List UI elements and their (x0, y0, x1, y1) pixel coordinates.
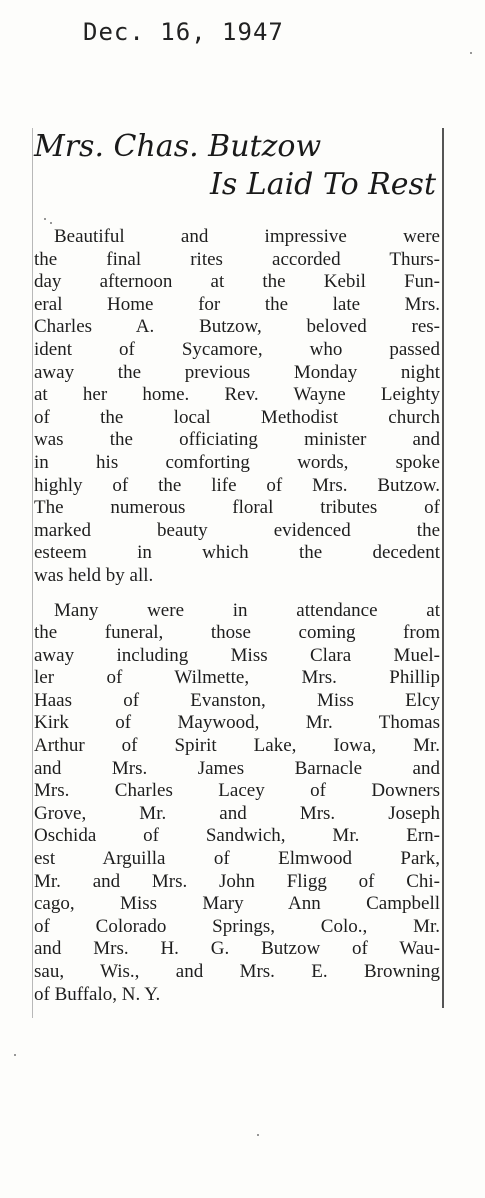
text-line: of the local Methodist church (34, 406, 440, 428)
text-line: was held by all. (34, 564, 154, 586)
text-line: in his comforting words, spoke (34, 451, 440, 473)
text-line: est Arguilla of Elmwood Park, (34, 848, 440, 870)
text-line: and Mrs. H. G. Butzow of Wau- (34, 938, 440, 960)
text-line: cago, Miss Mary Ann Campbell (34, 893, 440, 915)
column-rule-right (442, 128, 444, 1008)
print-speck (470, 52, 472, 54)
paragraph-1 (34, 226, 440, 588)
headline (32, 128, 442, 204)
text-line: and Mrs. James Barnacle and (34, 757, 440, 779)
text-line: Charles A. Butzow, beloved res- (34, 316, 440, 338)
text-line: day afternoon at the Kebil Fun- (34, 271, 440, 293)
dateline: Dec. 16, 1947 (83, 18, 284, 46)
text-line: away including Miss Clara Muel- (34, 644, 440, 666)
text-line: Oschida of Sandwich, Mr. Ern- (34, 825, 440, 847)
text-line: the final rites accorded Thurs- (34, 248, 440, 270)
text-line: sau, Wis., and Mrs. E. Browning (34, 961, 440, 982)
text-line: highly of the life of Mrs. Butzow. (34, 474, 440, 496)
article-body (34, 226, 440, 1006)
print-speck (50, 222, 52, 224)
print-speck (257, 1134, 259, 1136)
headline-line-1: Mrs. Chas. Butzow (34, 129, 322, 164)
text-line: of Colorado Springs, Colo., Mr. (34, 915, 440, 937)
paragraph-2 (34, 600, 440, 1007)
text-line: was the officiating minister and (34, 429, 440, 451)
text-line: Grove, Mr. and Mrs. Joseph (34, 802, 440, 824)
text-line: Mrs. Charles Lacey of Downers (34, 780, 440, 802)
text-line: Kirk of Maywood, Mr. Thomas (34, 712, 440, 734)
text-line: esteem in which the decedent (34, 542, 440, 564)
text-line: ler of Wilmette, Mrs. Phillip (34, 667, 440, 689)
text-line: away the previous Monday night (34, 361, 440, 383)
text-line: marked beauty evidenced the (34, 519, 440, 541)
text-line: The numerous floral tributes of (34, 497, 440, 519)
text-line: Many were in attendance at (54, 599, 440, 621)
newspaper-clipping (22, 118, 446, 1148)
text-line: Mr. and Mrs. John Fligg of Chi- (34, 870, 440, 892)
print-speck (14, 1054, 16, 1056)
text-line: of Buffalo, N. Y. (34, 983, 161, 1005)
column-rule-left (32, 128, 33, 1018)
paragraph-gap (34, 588, 440, 600)
text-line: ident of Sycamore, who passed (34, 338, 440, 360)
text-line: at her home. Rev. Wayne Leighty (34, 384, 440, 406)
text-line: Arthur of Spirit Lake, Iowa, Mr. (34, 735, 440, 757)
text-line: the funeral, those coming from (34, 622, 440, 644)
text-line: Beautiful and impressive were (54, 226, 440, 247)
text-line: eral Home for the late Mrs. (34, 293, 440, 315)
text-line: Haas of Evanston, Miss Elcy (34, 689, 440, 711)
print-speck (44, 218, 46, 220)
headline-line-2: Is Laid To Rest (210, 167, 436, 202)
